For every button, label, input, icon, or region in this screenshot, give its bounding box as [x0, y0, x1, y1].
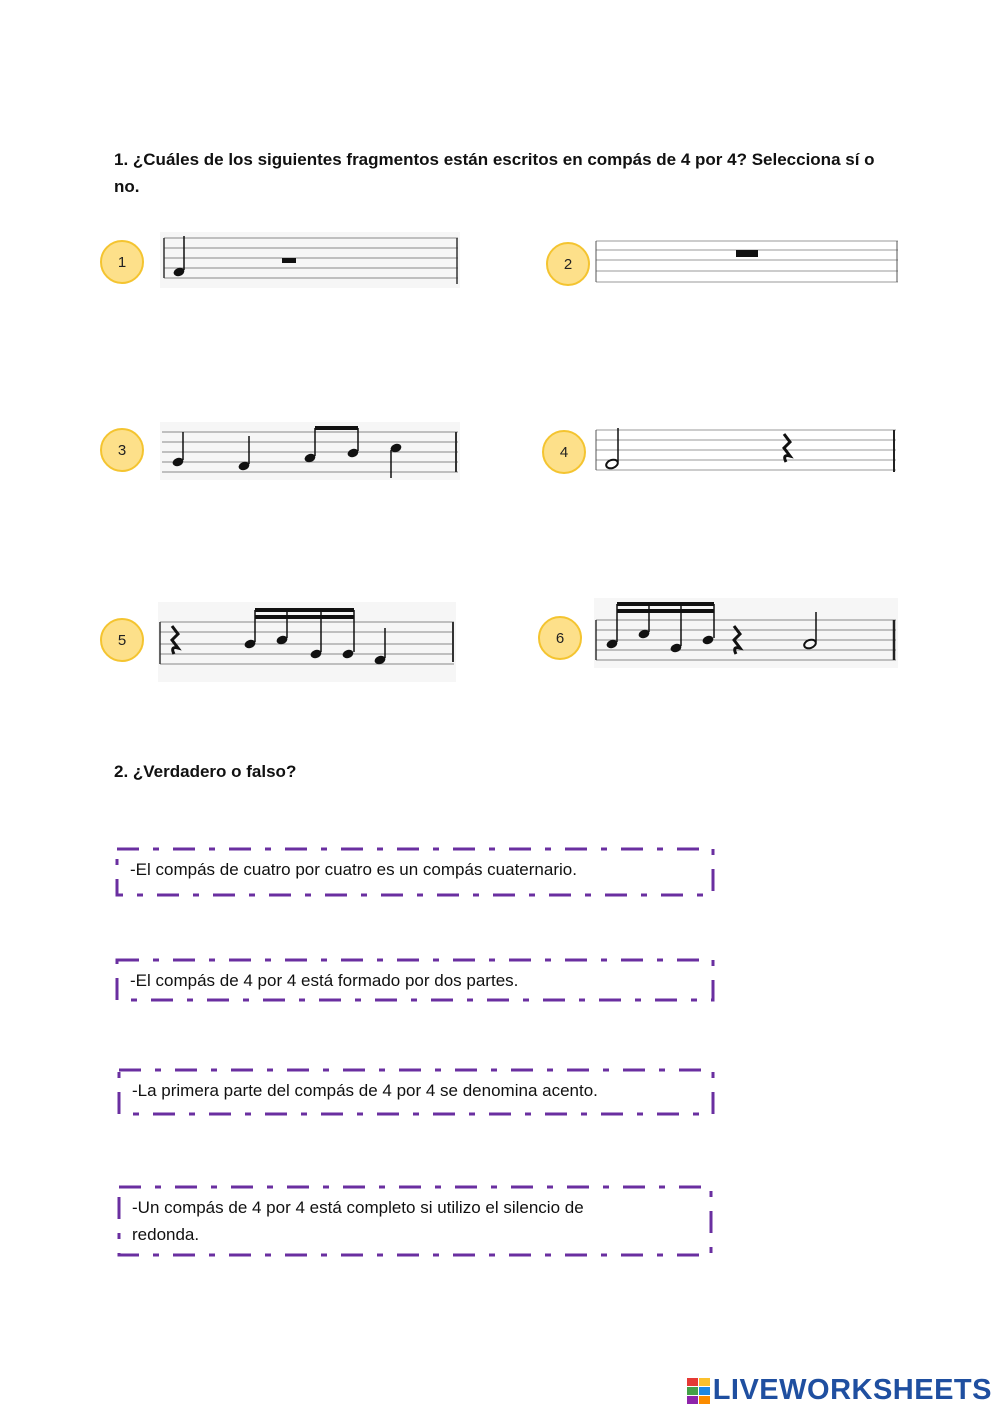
logo-icon: [687, 1377, 711, 1405]
logo-text: LIVEWORKSHEETS: [712, 1374, 992, 1406]
statement-box[interactable]: [116, 959, 714, 1001]
fragment-number-badge: 1: [100, 240, 144, 284]
dashed-border: [118, 1186, 712, 1256]
staff-fragment-6: [594, 598, 898, 668]
statement-text: -El compás de 4 por 4 está formado por dos partes.: [130, 971, 519, 990]
liveworksheets-logo: [687, 1374, 992, 1407]
staff-fragment-1: [160, 232, 460, 288]
fragment-number-badge: 2: [546, 242, 590, 286]
fragment-number-badge: 6: [538, 616, 582, 660]
staff-fragment-2: [594, 236, 900, 288]
question-2: 2. ¿Verdadero o falso?: [114, 762, 297, 781]
fragment-number-badge: 4: [542, 430, 586, 474]
statement-text: -El compás de cuatro por cuatro es un compás cuaternario.: [130, 860, 577, 879]
staff-fragment-3: [160, 422, 460, 480]
statement-text: -La primera parte del compás de 4 por 4 se denomina acento.: [132, 1081, 598, 1100]
fragment-number-badge: 3: [100, 428, 144, 472]
fragment-number-badge: 5: [100, 618, 144, 662]
staff-fragment-4: [594, 424, 898, 476]
question-1: 1. ¿Cuáles de los siguientes fragmentos están escritos en compás de 4 por 4? Selecciona sí o no.: [114, 150, 875, 196]
statement-box[interactable]: [116, 848, 714, 896]
statement-text: -Un compás de 4 por 4 está completo si utilizo el silencio de redonda.: [132, 1198, 584, 1244]
statement-box[interactable]: [118, 1186, 712, 1256]
statement-box[interactable]: [118, 1069, 714, 1115]
staff-fragment-5: [158, 602, 456, 682]
